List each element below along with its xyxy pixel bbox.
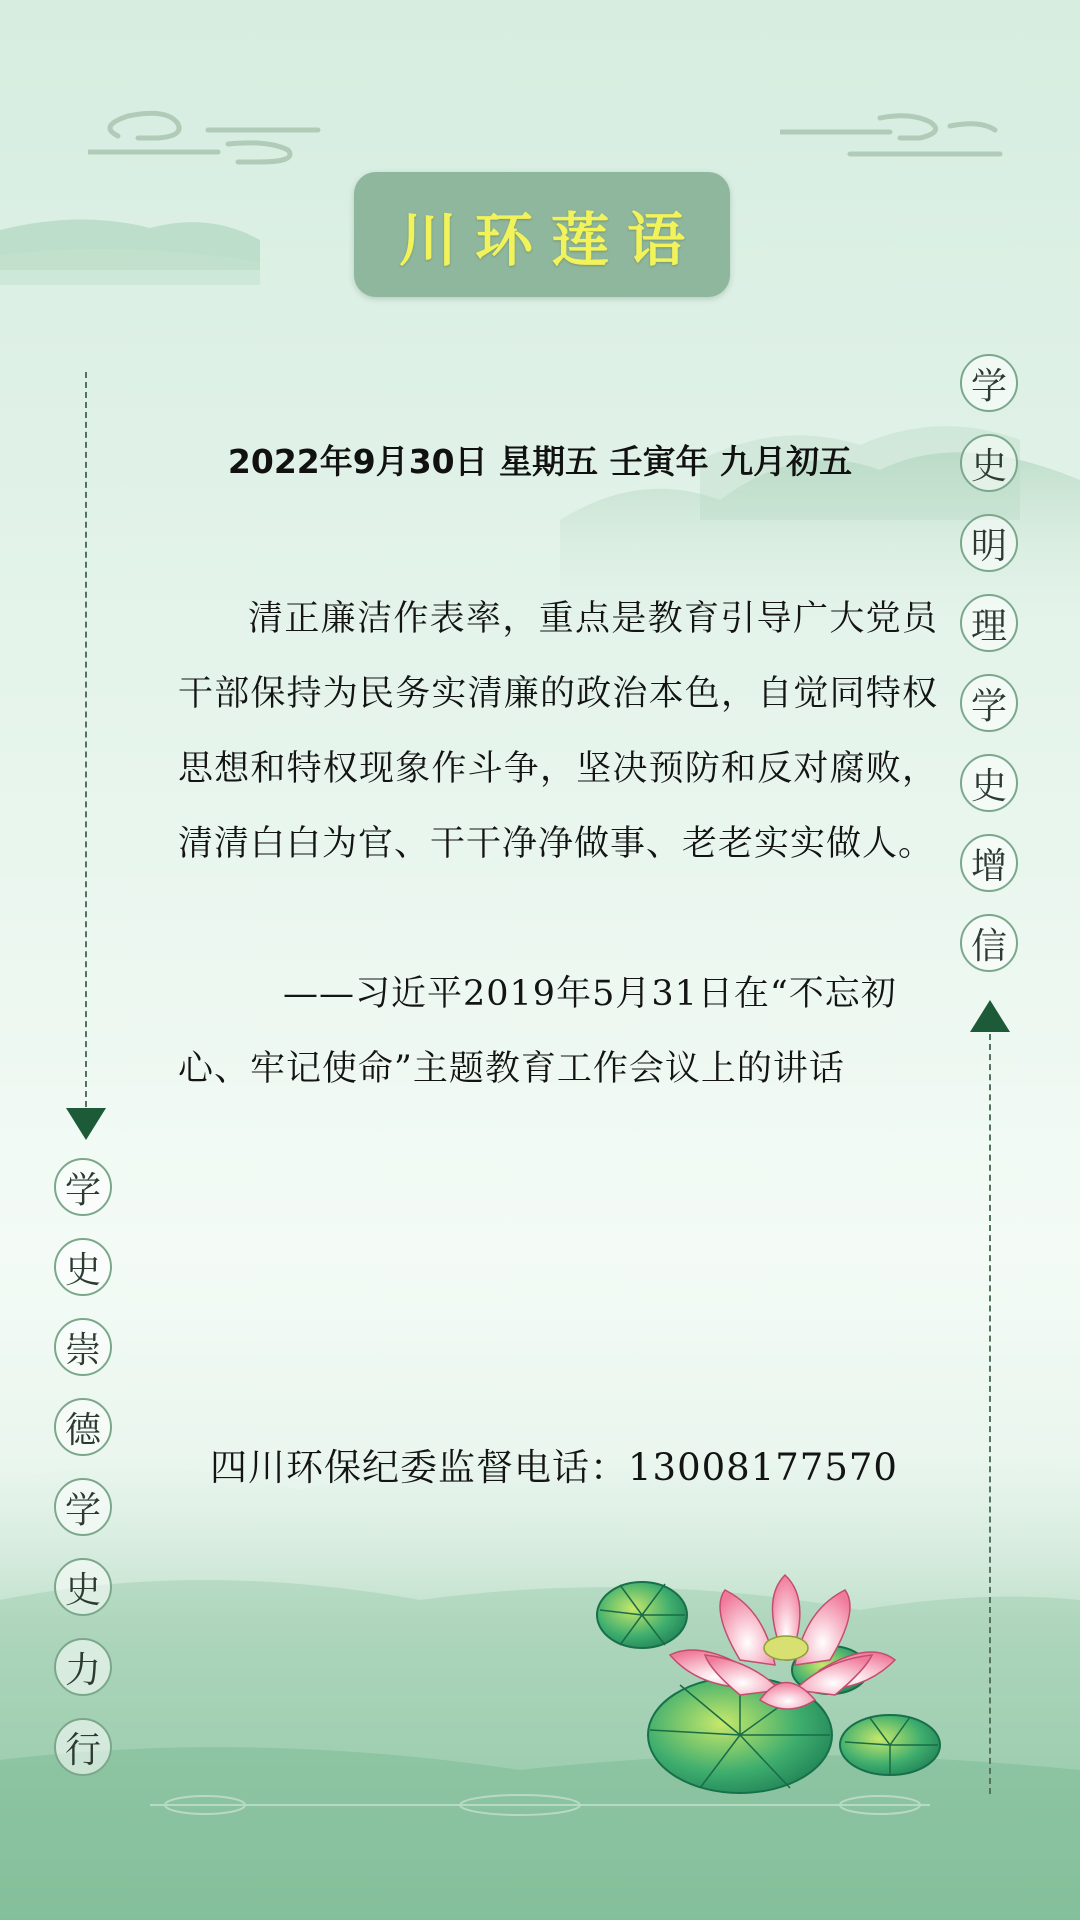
lotus-illustration [590,1570,950,1800]
cloud-ornament-right [780,110,1010,170]
slogan-char: 信 [960,914,1018,972]
quote-source: ——习近平2019年5月31日在“不忘初心、牢记使命”主题教育工作会议上的讲话 [178,974,897,1089]
slogan-char: 理 [960,594,1018,652]
slogan-char: 行 [54,1718,112,1776]
slogan-char: 学 [960,354,1018,412]
cloud-ornament-left [88,100,328,170]
slogan-char: 史 [960,434,1018,492]
right-dashed-line [989,1034,991,1794]
date-line: 2022年9月30日 星期五 壬寅年 九月初五 [227,442,853,481]
slogan-char: 崇 [54,1318,112,1376]
title-text: 川环莲语 [398,205,703,274]
left-slogan-column [54,1158,112,1798]
slogan-char: 增 [960,834,1018,892]
left-dashed-line [85,372,87,1107]
slogan-char: 史 [960,754,1018,812]
arrow-up-icon [970,1000,1010,1032]
slogan-char: 史 [54,1558,112,1616]
slogan-char: 力 [54,1638,112,1696]
arrow-down-icon [66,1108,106,1140]
slogan-char: 学 [960,674,1018,732]
right-slogan-column [960,354,1018,994]
slogan-char: 明 [960,514,1018,572]
slogan-char: 学 [54,1478,112,1536]
title-banner [354,172,730,297]
slogan-char: 学 [54,1158,112,1216]
supervision-hotline: 四川环保纪委监督电话：13008177570 [210,1446,898,1489]
lotus-leaf [597,1582,687,1648]
lotus-leaf [840,1715,940,1775]
slogan-char: 史 [54,1238,112,1296]
slogan-char: 德 [54,1398,112,1456]
quote-text: 清正廉洁作表率，重点是教育引导广大党员干部保持为民务实清廉的政治本色，自觉同特权思想和特权现象作斗争，坚决预防和反对腐败，清清白白为官、干干净净做事、老老实实做人。 [178,599,938,864]
